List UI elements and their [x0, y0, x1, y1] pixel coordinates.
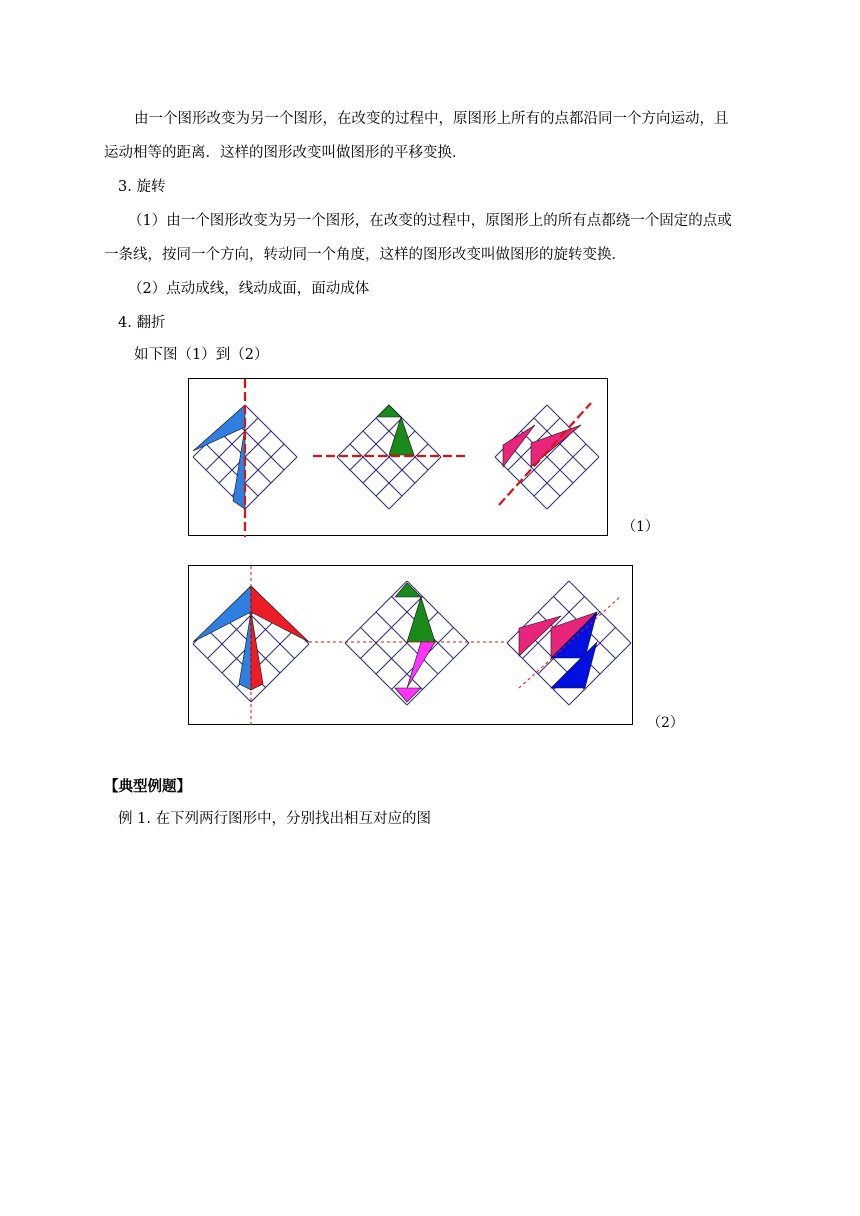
figure-1-svg [189, 379, 609, 537]
fig2-blue-wing [193, 586, 251, 642]
heading-rotation: 3. 旋转 [118, 179, 166, 195]
heading-fold: 4. 翻折 [118, 315, 166, 331]
figure-2-label: （2） [647, 715, 684, 731]
fig2-red-tail [251, 612, 263, 690]
fig2-red-wing [251, 586, 309, 642]
paragraph-figure-intro: 如下图（1）到（2） [134, 347, 269, 363]
fig1-blue-tail [233, 427, 245, 509]
figure-2-box [188, 565, 633, 725]
fig1-pink-left [503, 425, 535, 467]
paragraph-point-line-plane: （2）点动成线，线动成面，面动成体 [128, 281, 370, 297]
paragraph-rotation-line1: （1）由一个图形改变为另一个图形，在改变的过程中，原图形上的所有点都绕一个固定的点或 [128, 213, 732, 229]
figure-1-label: （1） [622, 519, 659, 535]
example-1: 例 1. 在下列两行图形中，分别找出相互对应的图 [118, 811, 432, 827]
fig2-blue-tail [239, 612, 251, 690]
figure-2-svg [189, 566, 634, 726]
paragraph-rotation-line2: 一条线，按同一个方向，转动同一个角度，这样的图形改变叫做图形的旋转变换． [104, 247, 626, 263]
fig2-green-top [395, 583, 421, 597]
fig2-grid-b [345, 581, 469, 705]
paragraph-translation-line2: 运动相等的距离．这样的图形改变叫做图形的平移变换． [104, 145, 467, 161]
fig1-blue-wing [193, 405, 245, 451]
section-title: 【典型例题】 [104, 778, 191, 795]
paragraph-translation-line1: 由一个图形改变为另一个图形，在改变的过程中，原图形上所有的点都沿同一个方向运动，且 [134, 111, 729, 127]
figure-1-box [188, 378, 608, 536]
fig1-green-top [377, 405, 401, 417]
